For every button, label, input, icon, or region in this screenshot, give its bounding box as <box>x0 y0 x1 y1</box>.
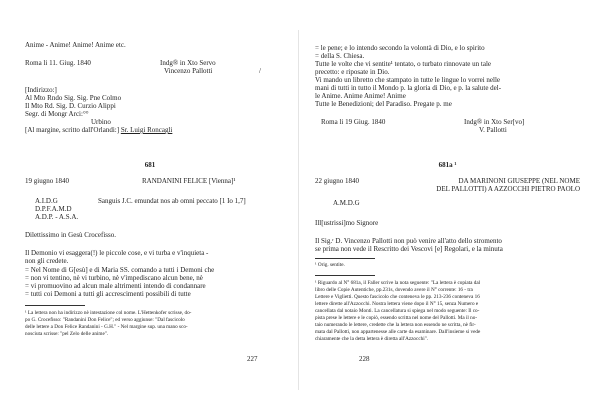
left-signature-line-1: Indg® in Xto Servo <box>160 59 216 67</box>
body-line: Tutte le Benedizioni; del Paradiso. Pregate p. me <box>315 100 452 108</box>
footnote-line: libro delle Copie Autentiche, pp.231s, dovendo avere il N° corrente: 16 - tra <box>315 287 473 293</box>
margin-note <box>25 126 172 134</box>
left-slash-mark: / <box>259 67 261 75</box>
body-line: Il Demonio vi esaggera(!) le piccole cose, e vi turba e v'inquieta - <box>25 249 209 257</box>
footnote-line: ¹ Riguardo al N° 681a, il Faller scrive la nota seguente: "La lettera è copiata dal <box>315 280 481 286</box>
left-signature-line-2: Vincenzo Pallotti <box>164 67 213 75</box>
letter-recipient-line-1: DA MARINONI GIUSEPPE (NEL NOME <box>458 177 580 185</box>
margin-note-prefix: [Al margine, scritto dall'Orlandi:] <box>25 126 120 134</box>
body-line: mani di tutti in tutto il Mondo p. la gloria di Dio, e p. la salute del- <box>315 84 502 92</box>
right-page <box>299 0 598 410</box>
salutation: Dilettissimo in Gesù Crocefisso. <box>25 231 116 239</box>
footnote-line: ¹ La lettera non ha indirizzo nè intestazione col nome. L'Hettenkofer scrisse, do- <box>25 310 192 316</box>
address-line: Urbino <box>91 118 111 126</box>
footnote-line: chiaramente che la detta lettera è diretta all'Azzocchi". <box>315 336 429 342</box>
body-line: Il Sig.ʳ D. Vincenzo Pallotti non può venire all'atto dello stromento <box>315 237 502 245</box>
left-top-line: Anime - Anime! Anime! Anime etc. <box>25 41 126 49</box>
footnote-line: pista prese le lettere e le copiò, essendo scritta nel nome del Pallotti. Ma il no- <box>315 315 478 321</box>
body-line: = le pene; e lo intendo secondo la volontà di Dio, e lo spirito <box>315 44 485 52</box>
footnote-line: Lettere e Viglietti. Questo fascicolo che conteneva le pp. 213-236 conteneva 16 <box>315 294 480 300</box>
footnote-rule <box>25 305 85 306</box>
body-line: Vi mando un libretto che stampato in tutte le lingue lo vorrei nelle <box>315 76 501 84</box>
footnote-rule <box>315 275 375 276</box>
footnote-orig: ¹ Orig. sentite. <box>315 262 345 268</box>
margin-note-name: Sr. Luigi Roncagli <box>120 126 173 134</box>
footnote-line: po G. Crocefisso: "Randanini Don Felice"; ed verso aggiunse: "Dal fascicolo <box>25 317 185 323</box>
address-line: [Indirizzo:] <box>25 86 57 94</box>
footnote-line: nosciuta scrisse: "pel Zelo delle anime". <box>25 331 109 337</box>
letter-number: 681a ¹ <box>438 161 457 169</box>
body-line: = tutti coi Demoni a tutti gli accrescimenti possibili di tutte <box>25 290 191 298</box>
adfd-line: D.P.F.A.M.D <box>35 205 72 213</box>
page-number: 228 <box>359 355 370 363</box>
body-line: = non vi tentino, nè vi turbino, nè v'impediscano alcun bene, nè <box>25 274 203 282</box>
right-signature-line-2: V. Pallotti <box>479 126 507 134</box>
letter-recipient: RANDANINI FELICE [Vienna]¹ <box>142 177 236 185</box>
body-line: = vi promuovino ad alcun male altrimenti intendo di condannare <box>25 282 206 290</box>
letter-date: 19 giugno 1840 <box>25 177 69 185</box>
footnote-line: lettere dirette all'Azzocchi. Nostra lettera viene dopo il N° 15, senza Numero e <box>315 301 479 307</box>
address-line: Al Mto Rndo Sig. Sig. Pne Colmo <box>25 94 122 102</box>
footnote-line: mata dal Pallotti, non appartenesse alle carte da esaminare. Dall'insieme si vede <box>315 329 481 335</box>
page-number: 227 <box>247 355 258 363</box>
letter-number: 681 <box>144 161 156 169</box>
body-line: le Anime. Anime Anime! Anime <box>315 92 406 100</box>
adfd-line: A.I.D.G <box>35 197 58 205</box>
amdg: A.M.D.G <box>333 199 360 207</box>
letter-recipient-line-2: DEL PALLOTTI) A AZZOCCHI PIETRO PAOLO <box>436 185 580 193</box>
left-place-date: Roma li 11. Giug. 1840 <box>25 59 91 67</box>
body-line: precetto: e riposate in Dio. <box>315 68 390 76</box>
footnote-rule <box>315 258 375 259</box>
letter-date: 22 giugno 1840 <box>315 177 359 185</box>
adfd-line: A.D.P. - A.S.A. <box>35 213 79 221</box>
footnote-line: cancellata dal notaio Monti. La cancellatura si spiega nel modo seguente: Il co- <box>315 308 480 314</box>
salutation: Ill[ustrissi]mo Signore <box>315 219 379 227</box>
body-line: = Nel Nome di G[esù] e di Maria SS. comando a tutti i Demoni che <box>25 266 215 274</box>
right-signature-line-1: Indg® in Xto Ser[vo] <box>464 118 525 126</box>
address-line: Segr. di Mongr Arci:°° <box>25 110 89 118</box>
blood-line: Sanguis J.C. emundat nos ab omni peccato [1 Io 1,7] <box>98 197 246 205</box>
body-line: se prima non vede il Rescritto dei Vescovi [e] Regolari, e la minuta <box>315 245 503 253</box>
body-line: Tutte le volte che vi sentite¹ tentato, o turbato rinnovate un tale <box>315 60 492 68</box>
body-line: = della S. Chiesa. <box>315 52 365 60</box>
footnote-line: taio numerando le lettere, credette che la lettera non essendo ne scritta, nè fir- <box>315 322 476 328</box>
footnote-line: delle lettere a Don Felice Randanini - G.H." - Nel margine sup. una mano sco- <box>25 324 188 330</box>
right-place-date: Roma li 19 Giug. 1840 <box>321 118 386 126</box>
address-line: Il Mto Rd. Sig. D. Curzio Alippi <box>25 102 116 110</box>
body-line: non gli credete. <box>25 257 69 265</box>
